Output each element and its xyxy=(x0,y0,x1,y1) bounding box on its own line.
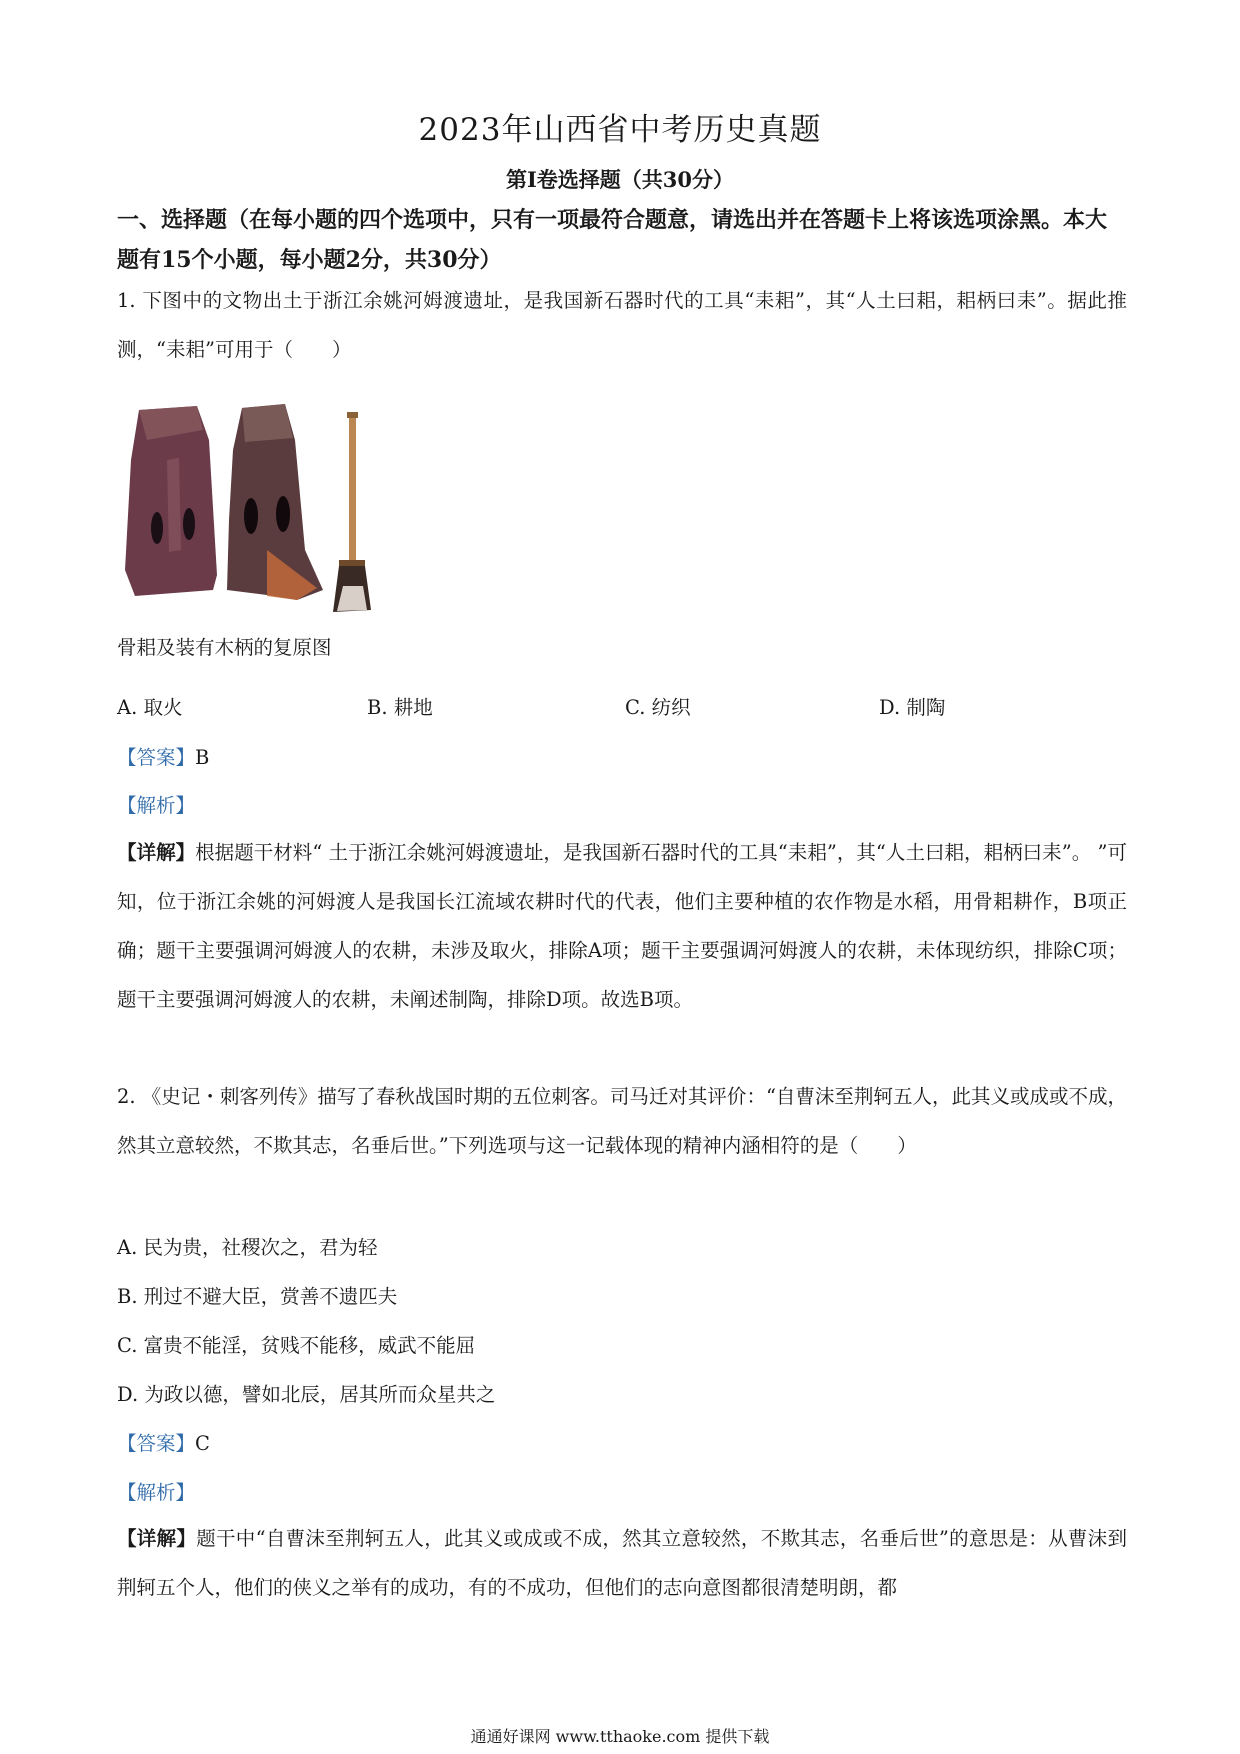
q2-option-b: B. 刑过不避大臣，赏善不遗匹夫 xyxy=(117,1285,398,1308)
q2-option-a: A. 民为贵，社稷次之，君为轻 xyxy=(117,1236,378,1259)
answer-tag: 【答案】 xyxy=(117,1432,196,1455)
q1-detail xyxy=(117,828,1127,1024)
answer-tag: 【答案】 xyxy=(117,746,196,769)
q2-analysis-tag: 【解析】 xyxy=(117,1481,196,1504)
q2-option-c: C. 富贵不能淫，贫贱不能移，威武不能屈 xyxy=(117,1334,476,1357)
q1-option-d: D. 制陶 xyxy=(879,696,946,719)
section-heading: 一、选择题（在每小题的四个选项中，只有一项最符合题意，请选出并在答题卡上将该选项涂黑。本大题有15个小题，每小题2分，共30分） xyxy=(117,207,1108,273)
q1-option-a: A. 取火 xyxy=(117,696,183,719)
question-1-stem: 1. 下图中的文物出土于浙江余姚河姆渡遗址，是我国新石器时代的工具“耒耜”，其“人土曰耜，耜柄曰耒”。据此推测，“耒耜”可用于（ ） xyxy=(117,289,1127,361)
detail-text: 根据题干材料“ 土于浙江余姚河姆渡遗址，是我国新石器时代的工具“耒耜”，其“人土曰耜，耜柄曰耒”。 ”可知，位于浙江余姚的河姆渡人是我国长江流域农耕时代的代表，他们主要种植的农作物是水稻，用骨耜耕作，B项正确；题干主要强调河姆渡人的农耕，未涉及取火，排除A项；题干主要强调河姆渡人的农耕，未体现纺织，排除C项；题干主要强调河姆渡人的农耕，未阐述制陶，排除D项。故选B项。 xyxy=(117,841,1127,1011)
q1-analysis-tag: 【解析】 xyxy=(117,794,196,817)
q2-detail xyxy=(117,1514,1127,1612)
q2-option-d: D. 为政以德，譬如北辰，居其所而众星共之 xyxy=(117,1383,496,1406)
page-footer: 通通好课网 www.tthaoke.com 提供下载 xyxy=(470,1727,770,1746)
detail-tag: 【详解】 xyxy=(117,841,196,864)
answer-value: B xyxy=(195,746,210,769)
answer-value: C xyxy=(195,1432,210,1455)
q1-option-b: B. 耕地 xyxy=(367,696,433,719)
question-2-stem: 2. 《史记・刺客列传》描写了春秋战国时期的五位刺客。司马迁对其评价：“自曹沫至荆轲五人，此其义或成或不成，然其立意较然，不欺其志，名垂后世。”下列选项与这一记载体现的精神内涵相符的是（ ） xyxy=(117,1085,1127,1157)
detail-tag: 【详解】 xyxy=(117,1527,197,1550)
figure-caption: 骨耜及装有木柄的复原图 xyxy=(117,636,332,659)
q1-answer xyxy=(117,742,209,770)
bone-plough-figure xyxy=(117,400,427,620)
detail-text: 题干中“自曹沫至荆轲五人，此其义或成或不成，然其立意较然，不欺其志，名垂后世”的意思是：从曹沫到荆轲五个人，他们的侠义之举有的成功，有的不成功，但他们的志向意图都很清楚明朗，都 xyxy=(117,1527,1127,1599)
page-title: 2023年山西省中考历史真题 xyxy=(418,112,822,148)
q1-option-c: C. 纺织 xyxy=(625,696,691,719)
page-subtitle: 第I卷选择题（共30分） xyxy=(505,167,735,192)
q2-answer xyxy=(117,1428,210,1456)
wooden-handle xyxy=(349,414,356,574)
